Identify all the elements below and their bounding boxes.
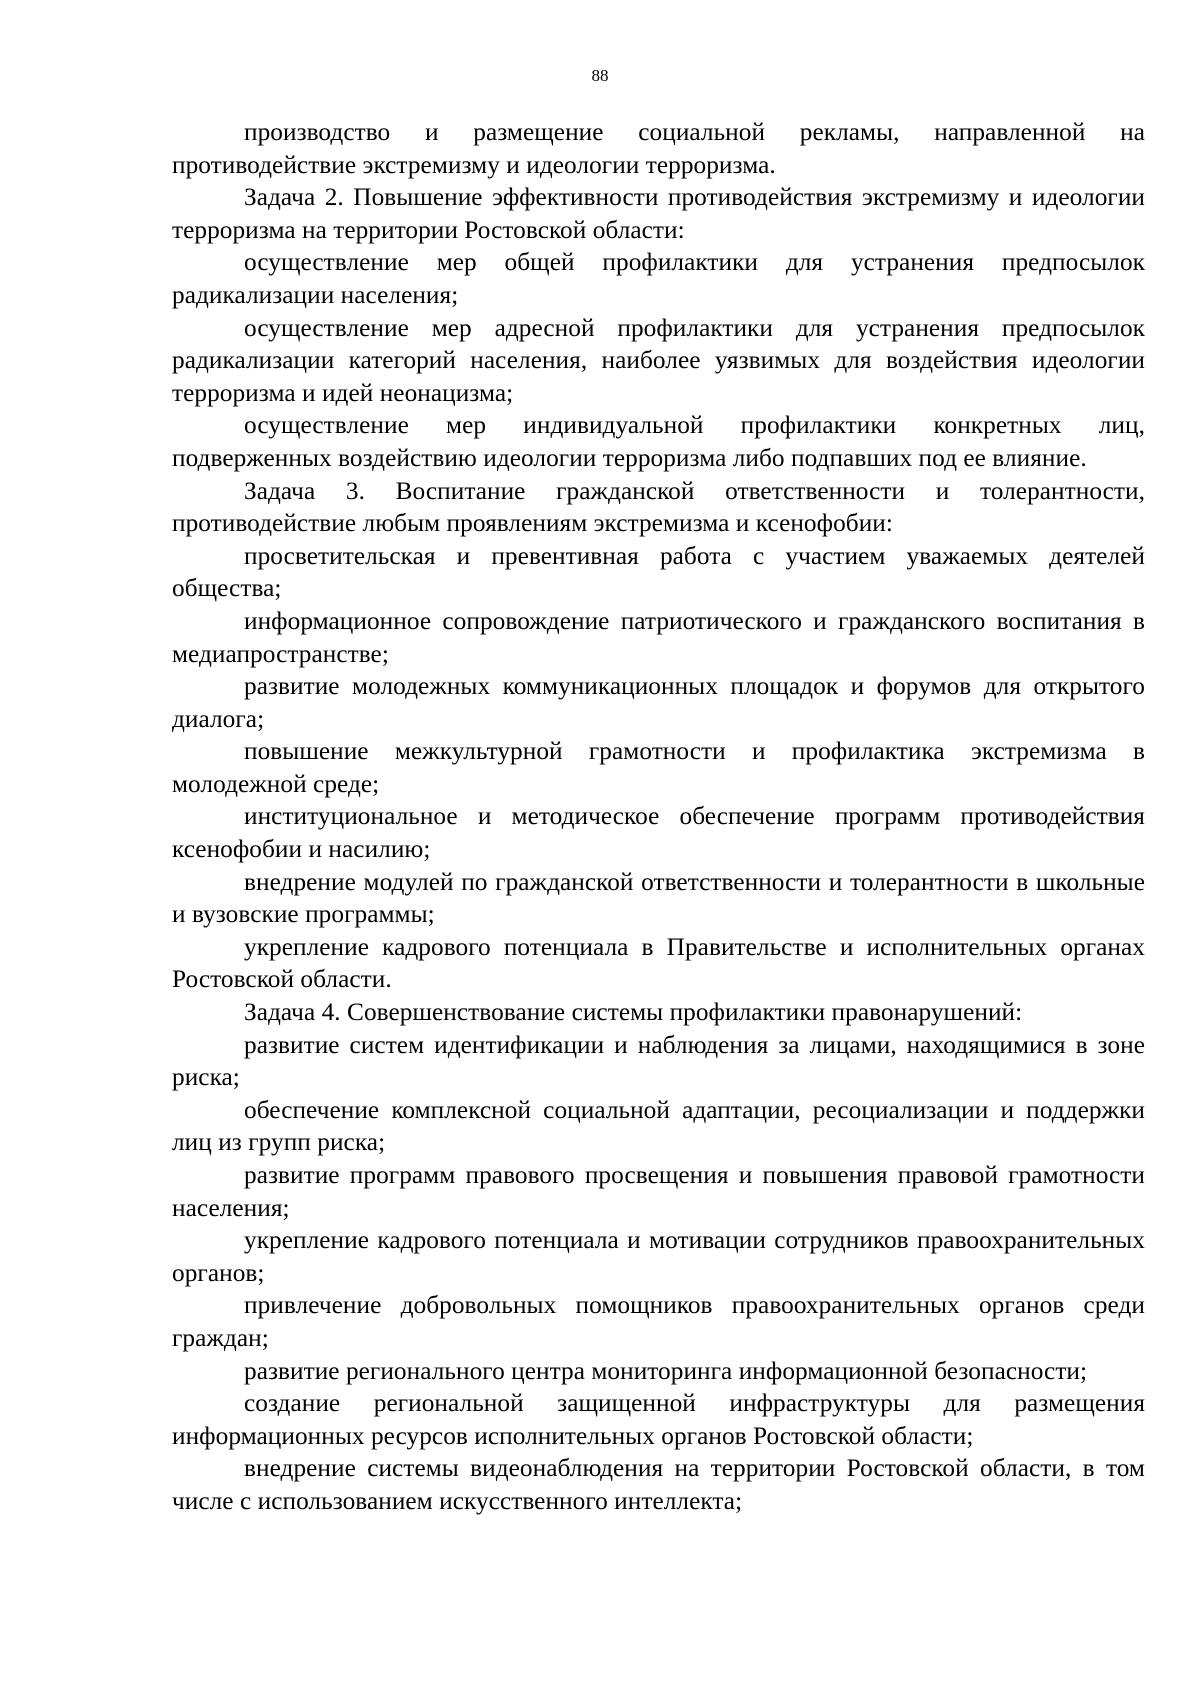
paragraph-task-heading: Задача 2. Повышение эффективности противодействия экстремизму и идеологии терроризма на территории Ростовской области: xyxy=(172,183,1145,244)
paragraph: развитие молодежных коммуникационных площадок и форумов для открытого диалога; xyxy=(172,672,1145,733)
paragraph: осуществление мер индивидуальной профилактики конкретных лиц, подверженных воздействию идеологии терроризма либо подпавших под ее влияние. xyxy=(172,411,1145,472)
paragraph: укрепление кадрового потенциала в Правительстве и исполнительных органах Ростовской области. xyxy=(172,932,1145,994)
paragraph: развитие регионального центра мониторинга информационной безопасности; xyxy=(244,1356,1088,1385)
paragraph: институциональное и методическое обеспечение программ противодействия ксенофобии и насилию; xyxy=(172,802,1145,864)
paragraph: осуществление мер адресной профилактики для устранения предпосылок радикализации категорий населения, наиболее уязвимых для воздействия идеологии терроризма и идей неонацизма; xyxy=(172,313,1145,407)
paragraph: просветительская и превентивная работа с участием уважаемых деятелей общества; xyxy=(172,541,1145,603)
paragraph: обеспечение комплексной социальной адаптации, ресоциализации и поддержки лиц из групп риска; xyxy=(172,1095,1145,1157)
paragraph: развитие программ правового просвещения и повышения правовой грамотности населения; xyxy=(172,1161,1145,1222)
paragraph: осуществление мер общей профилактики для устранения предпосылок радикализации населения; xyxy=(172,248,1145,309)
paragraph: информационное сопровождение патриотического и гражданского воспитания в медиапространстве; xyxy=(172,606,1145,668)
paragraph: внедрение системы видеонаблюдения на территории Ростовской области, в том числе с использованием искусственного интеллекта; xyxy=(172,1454,1145,1515)
paragraph: повышение межкультурной грамотности и профилактика экстремизма в молодежной среде; xyxy=(172,737,1145,798)
paragraph: производство и размещение социальной рекламы, направленной на противодействие экстремизму и идеологии терроризма. xyxy=(172,118,1145,179)
document-body xyxy=(172,116,1145,1518)
paragraph: внедрение модулей по гражданской ответственности и толерантности в школьные и вузовские программы; xyxy=(172,867,1145,929)
paragraph: привлечение добровольных помощников правоохранительных органов среди граждан; xyxy=(172,1291,1145,1352)
paragraph: создание региональной защищенной инфраструктуры для размещения информационных ресурсов исполнительных органов Ростовской области; xyxy=(172,1389,1145,1450)
paragraph: укрепление кадрового потенциала и мотивации сотрудников правоохранительных органов; xyxy=(172,1226,1145,1287)
paragraph: развитие систем идентификации и наблюдения за лицами, находящимися в зоне риска; xyxy=(172,1030,1145,1092)
paragraph-task-heading: Задача 3. Воспитание гражданской ответственности и толерантности, противодействие любым проявлениям экстремизма и ксенофобии: xyxy=(172,476,1145,538)
page-number: 88 xyxy=(591,66,609,85)
paragraph-task-heading: Задача 4. Совершенствование системы профилактики правонарушений: xyxy=(244,998,1023,1027)
